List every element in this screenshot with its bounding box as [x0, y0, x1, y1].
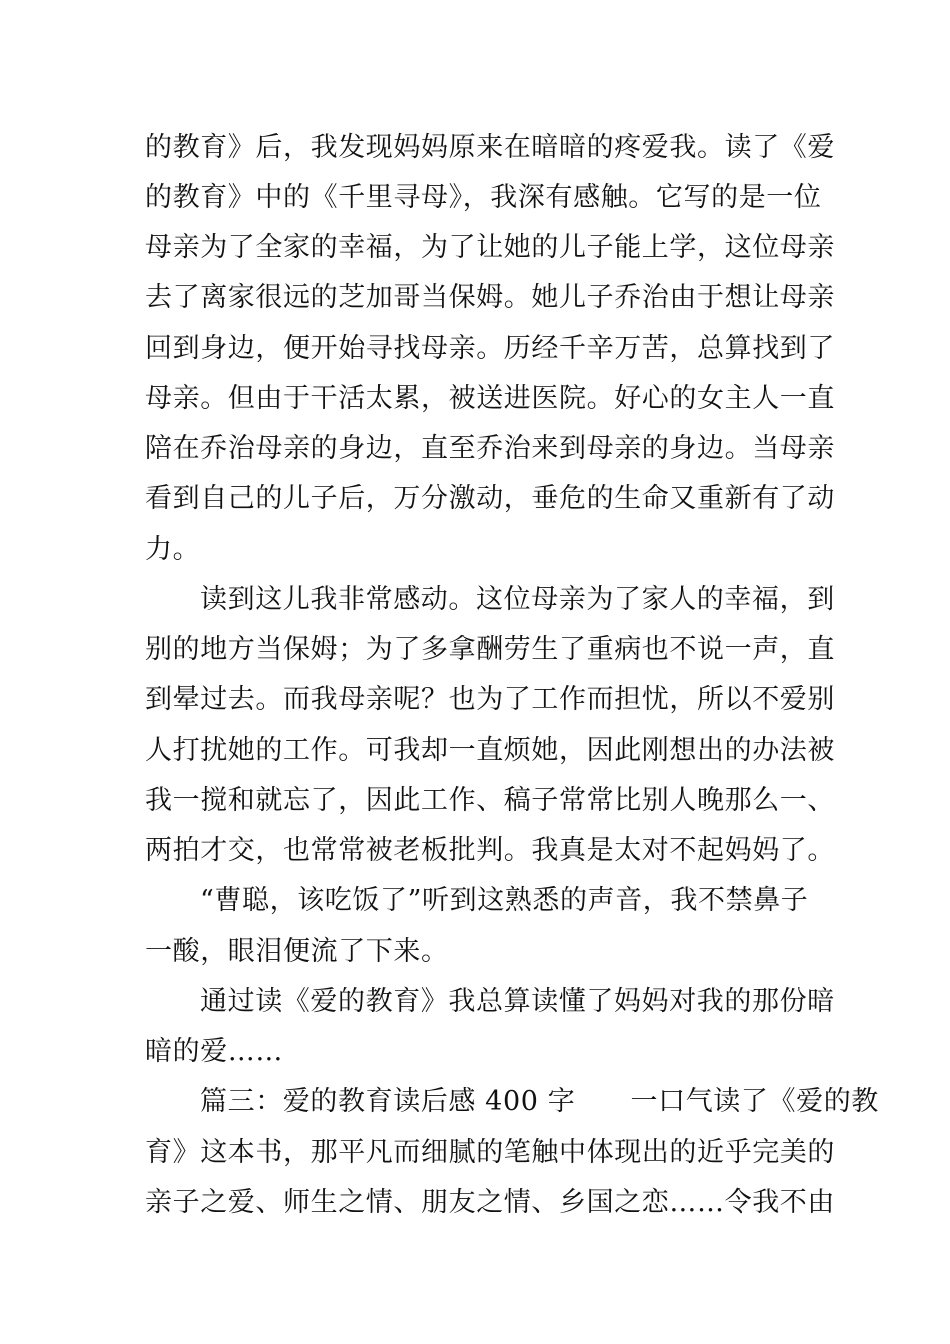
text-line: 亲子之爱、师生之情、朋友之情、乡国之恋……令我不由: [145, 1187, 835, 1218]
text-line: 的教育》中的《千里寻母》，我深有感触。它写的是一位: [145, 182, 822, 213]
text-line: 暗的爱……: [145, 1036, 283, 1067]
section-heading-line: 篇三：爱的教育读后感 400 字 一口气读了《爱的教: [200, 1086, 879, 1117]
paragraph-start-line: 读到这儿我非常感动。这位母亲为了家人的幸福，到: [200, 584, 835, 615]
text-line: 到晕过去。而我母亲呢？也为了工作而担忧，所以不爱别: [145, 684, 835, 715]
text-line: 两拍才交，也常常被老板批判。我真是太对不起妈妈了。: [145, 835, 835, 866]
text-line: 力。: [145, 534, 201, 565]
text-line: 回到身边，便开始寻找母亲。历经千辛万苦，总算找到了: [145, 333, 835, 364]
paragraph-start-line: 通过读《爱的教育》我总算读懂了妈妈对我的那份暗: [200, 986, 835, 1017]
text-line: 母亲为了全家的幸福，为了让她的儿子能上学，这位母亲: [145, 232, 835, 263]
text-line: 别的地方当保姆；为了多拿酬劳生了重病也不说一声，直: [145, 634, 835, 665]
text-line: 人打扰她的工作。可我却一直烦她，因此刚想出的办法被: [145, 735, 835, 766]
text-line: 一酸，眼泪便流了下来。: [145, 936, 449, 967]
text-line: 去了离家很远的芝加哥当保姆。她儿子乔治由于想让母亲: [145, 282, 835, 313]
text-line: 育》这本书，那平凡而细腻的笔触中体现出的近乎完美的: [145, 1137, 835, 1168]
text-line: 母亲。但由于干活太累，被送进医院。好心的女主人一直: [145, 383, 835, 414]
text-line: 的教育》后，我发现妈妈原来在暗暗的疼爱我。读了《爱: [145, 132, 835, 163]
text-line: 我一搅和就忘了，因此工作、稿子常常比别人晚那么一、: [145, 785, 835, 816]
paragraph-start-line: “曹聪，该吃饭了”听到这熟悉的声音，我不禁鼻子: [200, 885, 809, 916]
text-line: 陪在乔治母亲的身边，直至乔治来到母亲的身边。当母亲: [145, 433, 835, 464]
text-line: 看到自己的儿子后，万分激动，垂危的生命又重新有了动: [145, 483, 835, 514]
